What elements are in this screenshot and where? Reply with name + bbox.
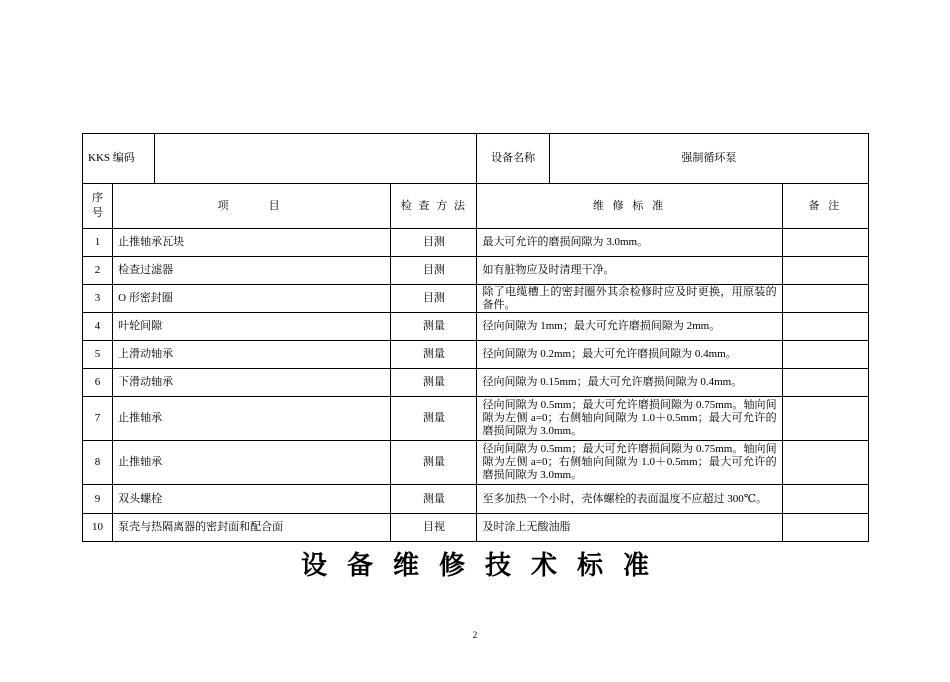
row-item: 下滑动轴承 (113, 369, 391, 397)
row-number: 2 (83, 257, 113, 285)
table-row (83, 485, 869, 514)
row-method: 测量 (391, 485, 477, 514)
row-number: 9 (83, 485, 113, 514)
table-row (83, 514, 869, 542)
kks-value (155, 134, 477, 184)
row-standard: 径向间隙为 0.15mm；最大可允许磨损间隙为 0.4mm。 (477, 369, 782, 397)
row-remark (782, 285, 868, 313)
device-name-value: 强制循环泵 (549, 134, 868, 184)
table-row (83, 341, 869, 369)
row-remark (782, 313, 868, 341)
row-method: 测量 (391, 341, 477, 369)
row-remark (782, 397, 868, 441)
header-row (83, 134, 869, 184)
document-title: 设备维修技术标准 (300, 551, 669, 581)
row-remark (782, 257, 868, 285)
row-item: O 形密封圈 (113, 285, 391, 313)
row-item: 双头螺栓 (113, 485, 391, 514)
col-remark: 备 注 (782, 184, 868, 229)
kks-label: KKS 编码 (83, 134, 155, 184)
row-number: 5 (83, 341, 113, 369)
row-standard: 及时涂上无酸油脂 (477, 514, 782, 542)
table-row (83, 313, 869, 341)
row-standard: 至多加热一个小时，壳体螺栓的表面温度不应超过 300℃。 (477, 485, 782, 514)
table-row (83, 285, 869, 313)
row-method: 目视 (391, 514, 477, 542)
col-method: 检 查 方 法 (391, 184, 477, 229)
row-method: 目测 (391, 285, 477, 313)
row-method: 测量 (391, 369, 477, 397)
row-remark (782, 514, 868, 542)
col-seq: 序号 (83, 184, 113, 229)
row-number: 4 (83, 313, 113, 341)
table-row (83, 229, 869, 257)
row-remark (782, 229, 868, 257)
col-item: 项 目 (113, 184, 391, 229)
col-standard: 维 修 标 准 (477, 184, 782, 229)
row-standard: 径向间隙为 0.5mm；最大可允许磨损间隙为 0.75mm。轴向间隙为左侧 a=0；右侧轴向间隙为 1.0＋0.5mm；最大可允许的磨损间隙为 3.0mm。 (477, 397, 782, 441)
row-standard: 径向间隙为 1mm；最大可允许磨损间隙为 2mm。 (477, 313, 782, 341)
page-number: 2 (472, 630, 478, 640)
row-method: 目测 (391, 229, 477, 257)
row-number: 8 (83, 441, 113, 485)
table-row (83, 369, 869, 397)
row-remark (782, 485, 868, 514)
row-method: 测量 (391, 397, 477, 441)
row-number: 6 (83, 369, 113, 397)
row-remark (782, 341, 868, 369)
device-name-label: 设备名称 (477, 134, 549, 184)
column-header-row (83, 184, 869, 229)
row-method: 测量 (391, 313, 477, 341)
table-row (83, 441, 869, 485)
row-method: 测量 (391, 441, 477, 485)
row-number: 10 (83, 514, 113, 542)
row-item: 检查过滤器 (113, 257, 391, 285)
row-number: 7 (83, 397, 113, 441)
maintenance-standard-table (82, 133, 869, 542)
row-remark (782, 441, 868, 485)
row-item: 止推轴承 (113, 397, 391, 441)
table-row (83, 397, 869, 441)
row-standard: 径向间隙为 0.5mm；最大可允许磨损间隙为 0.75mm。轴向间隙为左侧 a=0；右侧轴向间隙为 1.0＋0.5mm；最大可允许的磨损间隙为 3.0mm。 (477, 441, 782, 485)
row-standard: 径向间隙为 0.2mm；最大可允许磨损间隙为 0.4mm。 (477, 341, 782, 369)
row-standard: 除了电缆槽上的密封圈外其余检修时应及时更换，用原装的备件。 (477, 285, 782, 313)
row-item: 叶轮间隙 (113, 313, 391, 341)
row-item: 泵壳与热隔离器的密封面和配合面 (113, 514, 391, 542)
row-item: 止推轴承瓦块 (113, 229, 391, 257)
row-standard: 最大可允许的磨损间隙为 3.0mm。 (477, 229, 782, 257)
row-number: 1 (83, 229, 113, 257)
row-remark (782, 369, 868, 397)
row-item: 上滑动轴承 (113, 341, 391, 369)
row-number: 3 (83, 285, 113, 313)
table-row (83, 257, 869, 285)
row-item: 止推轴承 (113, 441, 391, 485)
row-method: 目测 (391, 257, 477, 285)
row-standard: 如有脏物应及时清理干净。 (477, 257, 782, 285)
